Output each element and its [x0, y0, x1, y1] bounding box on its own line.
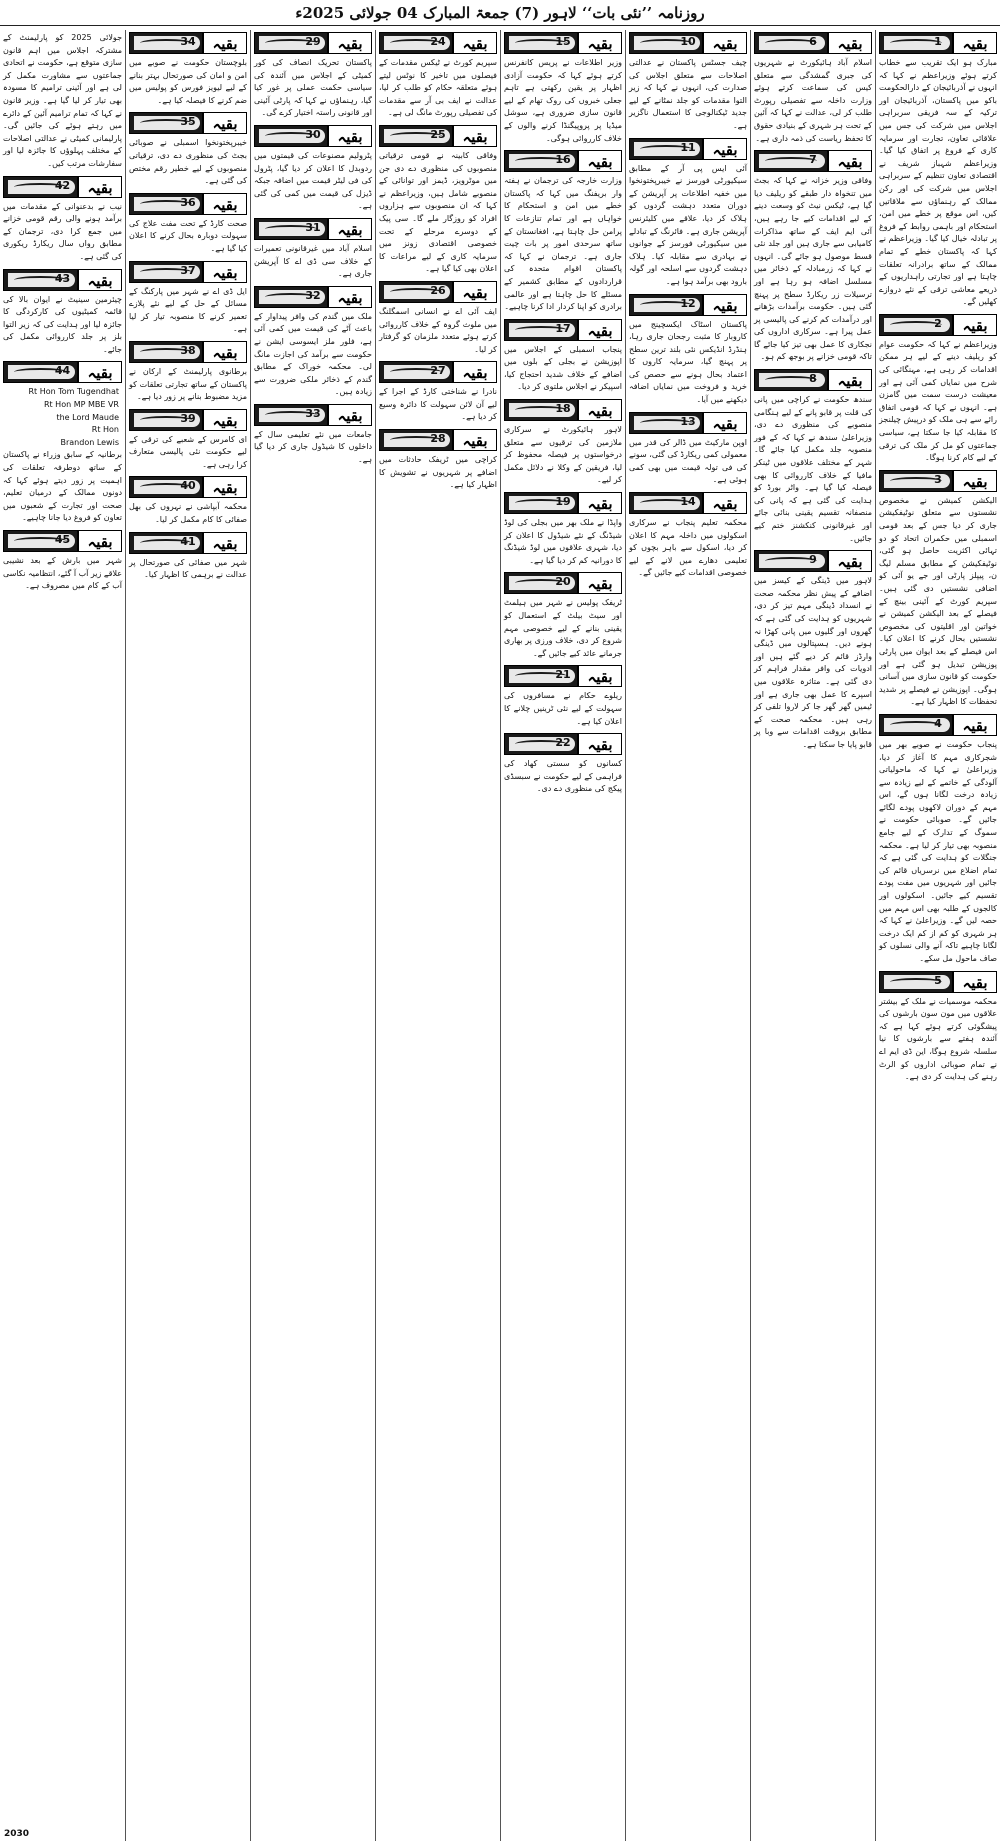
continuation-label: بقیہ — [77, 270, 121, 291]
article-continuation — [254, 218, 372, 281]
article-continuation — [254, 404, 372, 467]
continuation-label: بقیہ — [577, 400, 621, 421]
continuation-marker — [3, 361, 122, 383]
article-text: بلوچستان حکومت نے صوبے میں امن و امان کی صورتحال بہتر بنانے کے لیے لیویز فورس کو پولیس میں ضم کرنے کا فیصلہ کیا ہے۔ — [129, 58, 247, 105]
continuation-number: 27 — [430, 364, 446, 378]
continuation-label: بقیہ — [327, 126, 371, 147]
english-name-line: Brandon Lewis — [60, 437, 119, 447]
article-text: پاکستان اسٹاک ایکسچینج میں کاروبار کا مثبت رجحان جاری رہا، ہنڈرڈ انڈیکس نئی بلند ترین سطح پر پہنچ گیا، سرمایہ کاروں کا اعتماد بحال ہونے سے حصص کی خرید و فروخت میں نمایاں اضافہ دیکھنے میں آیا۔ — [629, 319, 747, 405]
continuation-label: بقیہ — [577, 666, 621, 687]
continuation-marker — [129, 532, 247, 554]
column-6 — [250, 30, 375, 1841]
continuation-label: بقیہ — [202, 477, 246, 498]
english-name-line: the Lord Maude — [56, 412, 119, 422]
continuation-label: بقیہ — [827, 151, 871, 172]
column-1 — [875, 30, 1000, 1841]
article-continuation — [129, 112, 247, 187]
continuation-label: بقیہ — [202, 194, 246, 215]
article-text: اوپن مارکیٹ میں ڈالر کی قدر میں معمولی کمی ریکارڈ کی گئی، سونے کی فی تولہ قیمت میں بھی کمی ہوئی ہے۔ — [629, 437, 747, 485]
article-text: لاہور میں ڈینگی کے کیسز میں اضافے کے پیش نظر محکمہ صحت نے انسداد ڈینگی مہم تیز کر دی، شہریوں کو ہدایت کی گئی ہے کہ گھروں اور گلیوں میں پانی کھڑا نہ ہونے دیں۔ ہسپتالوں میں ڈینگی وارڈز قائم کر دیے گئے ہیں اور ادویات کی وافر مقدار فراہم کر دی گئی ہے۔ متاثرہ علاقوں میں اسپرے کا عمل بھی جاری ہے اور ٹیمیں گھر گھر جا کر لاروا تلفی کر رہی ہیں۔ محکمہ صحت کے مطابق بروقت اقدامات سے وبا پر قابو پایا جا سکتا ہے۔ — [754, 576, 872, 749]
article-text: وزارت خارجہ کی ترجمان نے ہفتہ وار بریفنگ میں کہا کہ پاکستان خطے میں امن و استحکام کا خواہاں ہے اور تمام تنازعات کا پرامن حل چاہتا ہے، افغانستان کے ساتھ سرحدی امور پر بات چیت جاری ہے۔ ترجمان نے کہا کہ پاکستان اقوام متحدہ کی قراردادوں کے مطابق کشمیر کے مسئلے کا حل چاہتا ہے اور عالمی برادری کو اپنا کردار ادا کرنا چاہیے۔ — [504, 176, 622, 312]
article-text: ریلوے حکام نے مسافروں کی سہولت کے لیے نئی ٹرینیں چلانے کا اعلان کیا ہے۔ — [504, 691, 622, 726]
english-name-line: Rt Hon Tom Tugendhat — [28, 387, 119, 397]
article-continuation — [504, 150, 622, 314]
column-8 — [0, 30, 125, 1841]
article-continuation — [504, 665, 622, 728]
continuation-label: بقیہ — [452, 33, 496, 54]
article-continuation — [879, 32, 997, 309]
article-continuation — [504, 572, 622, 660]
continuation-marker — [254, 32, 372, 54]
continuation-label: بقیہ — [952, 715, 996, 736]
continuation-number: 37 — [180, 263, 196, 277]
article-text: پنجاب حکومت نے صوبے بھر میں شجرکاری مہم کا آغاز کر دیا، وزیراعلیٰ نے کہا کہ ماحولیاتی آلودگی کے خاتمے کے لیے زیادہ سے زیادہ درخت لگانا ہوں گے، اس مہم کے دوران لاکھوں پودے لگائے جائیں گے۔ صوبائی حکومت نے سموگ کے تدارک کے لیے جامع منصوبہ بھی تیار کر لیا ہے۔ محکمہ جنگلات کو ہدایت کی گئی ہے کہ تمام اضلاع میں نرسریاں قائم کی جائیں اور شہریوں میں مفت پودے تقسیم کیے جائیں۔ اسکولوں اور کالجوں کے طلبہ بھی اس مہم میں حصہ لیں گے۔ وزیراعلیٰ نے کہا کہ ہر شہری کو کم از کم ایک درخت لگانا چاہیے تاکہ آنے والی نسلوں کو صاف ماحول مل سکے۔ — [879, 739, 997, 963]
continuation-marker — [629, 138, 747, 160]
english-name-line: Rt Hon — [91, 425, 119, 435]
continuation-marker — [754, 32, 872, 54]
continuation-label: بقیہ — [202, 410, 246, 431]
continuation-marker — [254, 286, 372, 308]
continuation-number: 19 — [555, 495, 571, 509]
article-text: ٹریفک پولیس نے شہر میں ہیلمٹ اور سیٹ بیلٹ کے استعمال کو یقینی بنانے کے لیے خصوصی مہم شروع کر دی، خلاف ورزی پر بھاری جرمانے عائد کیے جائیں گے۔ — [504, 598, 622, 658]
continuation-number: 32 — [305, 288, 321, 302]
continuation-number: 15 — [555, 35, 571, 48]
continuation-number: 24 — [430, 35, 446, 48]
continuation-number: 41 — [180, 534, 196, 548]
article-continuation — [754, 32, 872, 145]
continuation-marker — [254, 218, 372, 240]
article-continuation — [129, 341, 247, 404]
article-text: ایل ڈی اے نے شہر میں پارکنگ کے مسائل کے حل کے لیے نئے پلازے تعمیر کرنے کا منصوبہ تیار کر لیا ہے۔ — [129, 286, 247, 334]
continuation-label: بقیہ — [452, 362, 496, 383]
continuation-label: بقیہ — [577, 573, 621, 594]
article-text: ملک میں گندم کی وافر پیداوار کے باعث آٹے کی قیمت میں کمی آئی ہے، فلور ملز ایسوسی ایشن نے حکومت سے برآمد کی اجازت مانگ لی۔ محکمہ خوراک کے مطابق گندم کے ذخائر ملکی ضرورت سے زیادہ ہیں۔ — [254, 311, 372, 397]
continuation-marker — [504, 32, 622, 54]
article-text: برطانوی پارلیمنٹ کے ارکان نے پاکستان کے ساتھ تجارتی تعلقات کو مزید مضبوط بنانے پر زور دیا ہے۔ — [129, 366, 247, 402]
continuation-number: 36 — [180, 195, 196, 209]
article-text: شہر میں صفائی کی صورتحال پر عدالت نے برہمی کا اظہار کیا۔ — [129, 557, 247, 580]
continuation-number: 39 — [180, 411, 196, 425]
continuation-number: 25 — [430, 127, 446, 141]
continuation-marker — [379, 32, 497, 54]
article-text: محکمہ تعلیم پنجاب نے سرکاری اسکولوں میں داخلہ مہم کا اعلان کر دیا، اسکول سے باہر بچوں کو تعلیمی دھارے میں لانے کے لیے خصوصی اقدامات کیے جائیں گے۔ — [629, 518, 747, 578]
continuation-number: 12 — [680, 296, 696, 310]
continuation-marker — [3, 176, 122, 198]
continuation-number: 18 — [555, 402, 571, 416]
continuation-label: بقیہ — [577, 734, 621, 755]
article-continuation — [379, 32, 497, 120]
continuation-number: 5 — [934, 973, 942, 987]
continuation-label: بقیہ — [827, 33, 871, 54]
article-continuation — [879, 714, 997, 966]
article-continuation — [879, 470, 997, 709]
article-continuation — [3, 361, 122, 525]
continuation-number: 6 — [809, 35, 817, 48]
continuation-number: 35 — [180, 115, 196, 129]
article-text: خیبرپختونخوا اسمبلی نے صوبائی بجٹ کی منظوری دے دی، ترقیاتی منصوبوں کے لیے خطیر رقم مختص کی گئی ہے۔ — [129, 138, 247, 186]
continuation-label: بقیہ — [77, 362, 121, 383]
continuation-number: 2 — [934, 316, 942, 330]
masthead-dateline: روزنامہ ’’نئی بات‘‘ لاہور (7) جمعۃ المبارک 04 جولائی 2025ء — [295, 4, 705, 22]
article-text: شہر میں بارش کے بعد نشیبی علاقے زیر آب آ گئے، انتظامیہ نکاسی آب کے کام میں مصروف ہے۔ — [3, 556, 122, 591]
continuation-label: بقیہ — [827, 551, 871, 572]
continuation-marker — [629, 294, 747, 316]
article-text: صحت کارڈ کے تحت مفت علاج کی سہولت دوبارہ بحال کرنے کا اعلان کیا گیا ہے۔ — [129, 218, 247, 253]
continuation-number: 38 — [180, 343, 196, 357]
continuation-marker — [379, 281, 497, 303]
continuation-number: 16 — [555, 153, 571, 167]
masthead — [0, 0, 1000, 26]
continuation-number: 30 — [305, 127, 321, 141]
article-text: واپڈا نے ملک بھر میں بجلی کی لوڈ شیڈنگ کے نئے شیڈول کا اعلان کر دیا، شہری علاقوں میں لوڈ شیڈنگ کا دورانیہ کم کر دیا گیا ہے۔ — [504, 518, 622, 565]
article-text: الیکشن کمیشن نے مخصوص نشستوں سے متعلق نوٹیفکیشن جاری کر دیا جس کے بعد قومی اسمبلی میں حکمران اتحاد کو دو تہائی اکثریت حاصل ہو گئی، نوٹیفکیشن کے مطابق مسلم لیگ ن، پیپلز پارٹی اور جے یو آئی کو اضافی نشستیں دی گئی ہیں۔ سپریم کورٹ کے آئینی بینچ کے فیصلے کے بعد الیکشن کمیشن نے خواتین اور اقلیتوں کی مخصوص نشستیں بحال کرنے کا اعلان کیا۔ اس فیصلے کے بعد ایوان میں پارٹی پوزیشن تبدیل ہو گئی ہے اور حکومت کو قانون سازی میں آسانی ہوگی۔ اپوزیشن نے فیصلے پر شدید تحفظات کا اظہار کیا ہے۔ — [879, 495, 997, 707]
column-7 — [125, 30, 250, 1841]
continuation-marker — [254, 404, 372, 426]
continuation-number: 20 — [555, 575, 571, 589]
continuation-label: بقیہ — [202, 533, 246, 554]
continuation-marker — [754, 150, 872, 172]
continuation-marker — [129, 193, 247, 215]
continuation-number: 33 — [305, 406, 321, 420]
article-continuation — [879, 314, 997, 465]
continuation-label: بقیہ — [702, 413, 746, 434]
continuation-number: 10 — [680, 35, 696, 48]
continuation-label: بقیہ — [702, 295, 746, 316]
continuation-marker — [379, 361, 497, 383]
article-text: چیئرمین سینیٹ نے ایوان بالا کی قائمہ کمیٹیوں کی کارکردگی کا جائزہ لیا اور ہدایت کی کہ زیر التوا بلز پر جلد کارروائی مکمل کی جائے۔ — [3, 294, 122, 354]
continuation-marker — [3, 269, 122, 291]
continuation-marker — [129, 32, 247, 54]
continuation-marker — [3, 530, 122, 552]
article-continuation — [129, 32, 247, 107]
article-continuation — [879, 971, 997, 1084]
english-name-line: Rt Hon MP MBE VR — [43, 400, 119, 410]
continuation-marker — [504, 492, 622, 514]
continuation-label: بقیہ — [952, 33, 996, 54]
continuation-label: بقیہ — [202, 342, 246, 363]
continuation-number: 17 — [555, 321, 571, 335]
article-continuation — [129, 409, 247, 472]
continuation-marker — [129, 341, 247, 363]
article-text: وفاقی کابینہ نے قومی ترقیاتی منصوبوں کی منظوری دے دی جن میں موٹرویز، ڈیمز اور توانائی کے منصوبے شامل ہیں، وزیراعظم نے کہا کہ ان منصوبوں سے ہزاروں افراد کو روزگار ملے گا۔ سی پیک کے دوسرے مرحلے کے تحت خصوصی اقتصادی زونز میں سرمایہ کاری کے لیے مراعات کا اعلان بھی کیا گیا ہے۔ — [379, 150, 497, 274]
continuation-label: بقیہ — [827, 370, 871, 391]
article-continuation — [3, 530, 122, 593]
continuation-marker — [504, 733, 622, 755]
article-text: سندھ حکومت نے کراچی میں پانی کی قلت پر قابو پانے کے لیے ہنگامی منصوبے کی منظوری دے دی، وزیراعلیٰ سندھ نے کہا کہ کے فور منصوبہ جلد مکمل کیا جائے گا۔ شہر کے مختلف علاقوں میں ٹینکر مافیا کے خلاف کارروائی کا بھی فیصلہ کیا گیا ہے۔ واٹر بورڈ کو ہدایت کی گئی ہے کہ پانی کی منصفانہ تقسیم یقینی بنائی جائے اور غیرقانونی کنکشنز ختم کیے جائیں۔ — [754, 395, 872, 543]
continuation-label: بقیہ — [577, 33, 621, 54]
continuation-number: 40 — [180, 479, 196, 493]
article-text: وزیراعظم نے کہا کہ حکومت عوام کو ریلیف دینے کے لیے ہر ممکن اقدامات کر رہی ہے، مہنگائی کی شرح میں نمایاں کمی آئی ہے اور معیشت درست سمت میں گامزن ہے۔ انہوں نے کہا کہ قومی اتفاق رائے سے ہی ملک کو درپیش چیلنجز کا مقابلہ کیا جا سکتا ہے، سیاسی جماعتوں کو مل کر ملک کی ترقی کے لیے کام کرنا ہوگا۔ — [879, 339, 997, 463]
article-text: برطانیہ کے سابق وزراء نے پاکستان کے ساتھ دوطرفہ تعلقات کی اہمیت پر زور دیتے ہوئے کہا کہ دونوں ممالک کے درمیان تعلیم، صحت اور تجارت کے شعبوں میں تعاون کو فروغ دیا جانا چاہیے۔ — [3, 450, 122, 523]
article-continuation — [254, 32, 372, 120]
continuation-marker — [504, 665, 622, 687]
continuation-marker — [879, 470, 997, 492]
continuation-marker — [629, 492, 747, 514]
article-text: پاکستان تحریک انصاف کی کور کمیٹی کے اجلاس میں آئندہ کی سیاسی حکمت عملی پر غور کیا گیا، رہنماؤں نے کہا کہ پارٹی آئینی اور قانونی راستہ اختیار کرے گی۔ — [254, 58, 372, 118]
article-text: اسلام آباد میں غیرقانونی تعمیرات کے خلاف سی ڈی اے کا آپریشن جاری ہے۔ — [254, 243, 372, 279]
continuation-marker — [754, 550, 872, 572]
article-text: نیب نے بدعنوانی کے مقدمات میں برآمد ہونے والی رقم قومی خزانے میں جمع کرا دی، ترجمان کے مطابق رواں سال ریکارڈ ریکوری کی گئی ہے۔ — [3, 201, 122, 261]
article-text: پنجاب اسمبلی کے اجلاس میں اپوزیشن نے بجلی کے بلوں میں اضافے کے خلاف شدید احتجاج کیا، اسپیکر نے اجلاس ملتوی کر دیا۔ — [504, 344, 622, 392]
article-continuation — [3, 269, 122, 357]
article-continuation — [629, 32, 747, 133]
column-2 — [750, 30, 875, 1841]
continuation-label: بقیہ — [327, 405, 371, 426]
article-text: اسلام آباد ہائیکورٹ نے شہریوں کی جبری گمشدگی سے متعلق کیس کی سماعت کرتے ہوئے وزارت داخلہ سے تفصیلی رپورٹ طلب کر لی، عدالت نے کہا کہ آئین کے تحت ہر شہری کے بنیادی حقوق کا تحفظ ریاست کی ذمہ داری ہے۔ — [754, 58, 872, 143]
continuation-number: 44 — [54, 364, 71, 378]
column-4 — [500, 30, 625, 1841]
continuation-label: بقیہ — [452, 126, 496, 147]
article-continuation — [754, 369, 872, 545]
continuation-marker — [879, 971, 997, 993]
article-text: لاہور ہائیکورٹ نے سرکاری ملازمین کی ترقیوں سے متعلق درخواستوں پر فیصلہ محفوظ کر لیا، فریقین کے وکلا نے دلائل مکمل کر لیے۔ — [504, 425, 622, 485]
continuation-label: بقیہ — [327, 33, 371, 54]
article-text: ای کامرس کے شعبے کی ترقی کے لیے حکومت نئی پالیسی متعارف کرا رہی ہے۔ — [129, 434, 247, 469]
continuation-number: 29 — [305, 35, 321, 48]
continuation-marker — [254, 125, 372, 147]
article-text: پٹرولیم مصنوعات کی قیمتوں میں ردوبدل کا اعلان کر دیا گیا، پٹرول کی فی لیٹر قیمت میں اضافہ جبکہ ڈیزل کی قیمت میں کمی کی گئی ہے۔ — [254, 150, 372, 211]
continuation-marker — [879, 32, 997, 54]
continuation-marker — [754, 369, 872, 391]
article-continuation — [629, 138, 747, 289]
continuation-label: بقیہ — [452, 282, 496, 303]
continuation-label: بقیہ — [577, 493, 621, 514]
continuation-label: بقیہ — [202, 33, 246, 54]
continuation-number: 3 — [934, 472, 942, 486]
article-continuation — [379, 281, 497, 356]
article-continuation — [254, 125, 372, 213]
article-text: مبارک ہو ایک تقریب سے خطاب کرتے ہوئے وزیراعظم نے کہا کہ انہوں نے آذربائیجان کے دارالحکومت باکو میں پاکستان، آذربائیجان اور ترکیہ کے سہ فریقی سربراہی اجلاس میں شرکت کی جس میں علاقائی تعاون، تجارت اور سرمایہ کاری کے فروغ پر اتفاق کیا گیا۔ وزیراعظم شہباز شریف نے اقتصادی تعاون تنظیم کے سربراہی اجلاس میں شرکت کی اور رکن ممالک کے رہنماؤں سے ملاقاتیں کیں، اس موقع پر خطے میں امن، استحکام اور باہمی روابط کے فروغ پر تبادلہ خیال کیا گیا۔ وزیراعظم نے کہا کہ پاکستان خطے کے تمام ممالک کے ساتھ برادرانہ تعلقات چاہتا ہے اور تجارتی راہداریوں کے ذریعے معاشی ترقی کے نئے دروازے کھلیں گے۔ — [879, 58, 997, 307]
continuation-number: 26 — [430, 283, 446, 297]
continuation-marker — [129, 409, 247, 431]
continuation-number: 7 — [809, 153, 817, 167]
continuation-marker — [504, 319, 622, 341]
article-text: جولائی 2025 کو پارلیمنٹ کے مشترکہ اجلاس میں اہم قانون سازی متوقع ہے، حکومت نے اتحادی جماعتوں سے مشاورت مکمل کر لی ہے اور آئینی ترامیم کا مسودہ بھی تیار کر لیا گیا ہے۔ وزیر قانون نے کہا کہ تمام ترامیم آئین کے دائرے میں رہتے ہوئے کی جائیں گی۔ پارلیمانی کمیٹی نے عدالتی اصلاحات کے مختلف پہلوؤں کا جائزہ لیا اور سفارشات مرتب کیں۔ — [3, 33, 123, 168]
article-text: چیف جسٹس پاکستان نے عدالتی اصلاحات سے متعلق اجلاس کی صدارت کی، انہوں نے کہا کہ زیر التوا مقدمات کو جلد نمٹانے کے لیے جدید ٹیکنالوجی کا استعمال ناگزیر ہے۔ — [629, 58, 747, 130]
continuation-marker — [379, 125, 497, 147]
continuation-number: 11 — [680, 140, 696, 154]
article-text: آئی ایس پی آر کے مطابق سیکیورٹی فورسز نے خیبرپختونخوا میں خفیہ اطلاعات پر آپریشن کے دوران متعدد دہشت گردوں کو ہلاک کر دیا، علاقے میں کلیئرنس آپریشن جاری ہے۔ فائرنگ کے تبادلے میں سیکیورٹی فورسز کے جوانوں نے بہادری سے مقابلہ کیا۔ ہلاک دہشت گردوں سے اسلحہ اور گولہ بارود بھی برآمد ہوا ہے۔ — [629, 163, 747, 286]
continuation-label: بقیہ — [452, 430, 496, 451]
continuation-label: بقیہ — [327, 219, 371, 240]
article-continuation — [379, 125, 497, 276]
column-5 — [375, 30, 500, 1841]
footer-number: 2030 — [4, 1829, 30, 1839]
continuation-label: بقیہ — [702, 493, 746, 514]
article-text: کسانوں کو سستی کھاد کی فراہمی کے لیے حکومت نے سبسڈی پیکج کی منظوری دے دی۔ — [504, 759, 622, 794]
article-text: محکمہ موسمیات نے ملک کے بیشتر علاقوں میں مون سون بارشوں کی پیشگوئی کرتے ہوئے کہا ہے کہ آئندہ ہفتے سے بارشوں کا نیا سلسلہ شروع ہوگا، این ڈی ایم اے نے تمام صوبائی اداروں کو الرٹ رہنے کی ہدایت کر دی ہے۔ — [879, 996, 997, 1082]
column-3 — [625, 30, 750, 1841]
continuation-number: 31 — [305, 220, 321, 234]
article-continuation — [629, 412, 747, 487]
article-continuation — [754, 550, 872, 751]
article-continuation — [129, 193, 247, 256]
article-text: وزیر اطلاعات نے پریس کانفرنس کرتے ہوئے کہا کہ حکومت آزادی اظہار پر یقین رکھتی ہے تاہم جعلی خبروں کی روک تھام کے لیے قانون سازی ضروری ہے، سوشل میڈیا پر پروپیگنڈا کرنے والوں کے خلاف کارروائی ہوگی۔ — [504, 58, 622, 143]
continuation-marker — [129, 476, 247, 498]
article-text: نادرا نے شناختی کارڈ کے اجرا کے لیے آن لائن سہولت کا دائرہ وسیع کر دیا ہے۔ — [379, 387, 497, 422]
article-continuation — [504, 319, 622, 394]
continuation-label: بقیہ — [202, 113, 246, 134]
continuation-label: بقیہ — [702, 139, 746, 160]
continuation-label: بقیہ — [577, 320, 621, 341]
continuation-label: بقیہ — [202, 262, 246, 283]
continuation-number: 43 — [54, 271, 71, 285]
continuation-number: 28 — [430, 432, 446, 446]
continuation-marker — [504, 150, 622, 172]
continuation-marker — [379, 429, 497, 451]
article-continuation — [3, 32, 122, 171]
continuation-marker — [129, 112, 247, 134]
continuation-number: 22 — [555, 736, 571, 750]
article-continuation — [504, 733, 622, 796]
continuation-label: بقیہ — [77, 177, 121, 198]
article-continuation — [129, 476, 247, 526]
continuation-number: 45 — [54, 533, 71, 546]
continuation-label: بقیہ — [952, 471, 996, 492]
article-text: ایف آئی اے نے انسانی اسمگلنگ میں ملوث گروہ کے خلاف کارروائی کرتے ہوئے متعدد ملزمان کو گرفتار کر لیا۔ — [379, 306, 497, 354]
continuation-number: 1 — [934, 35, 942, 48]
continuation-number: 9 — [809, 553, 817, 567]
article-continuation — [504, 32, 622, 145]
article-continuation — [379, 429, 497, 492]
continuation-label: بقیہ — [327, 287, 371, 308]
continuation-number: 42 — [54, 178, 71, 192]
continuation-number: 14 — [680, 495, 696, 509]
continuation-number: 13 — [680, 414, 696, 428]
article-continuation — [504, 492, 622, 567]
continuation-marker — [504, 572, 622, 594]
continuation-number: 34 — [180, 35, 196, 48]
article-text: سپریم کورٹ نے ٹیکس مقدمات کے فیصلوں میں تاخیر کا نوٹس لیتے ہوئے متعلقہ حکام کو طلب کر لیا، عدالت نے ایف بی آر سے مقدمات کی تفصیلی رپورٹ مانگ لی ہے۔ — [379, 58, 497, 118]
article-text: جامعات میں نئے تعلیمی سال کے داخلوں کا شیڈول جاری کر دیا گیا ہے۔ — [254, 429, 372, 465]
continuation-label: بقیہ — [952, 315, 996, 336]
continuation-marker — [629, 412, 747, 434]
article-continuation — [629, 294, 747, 407]
article-continuation — [504, 399, 622, 487]
article-continuation — [3, 176, 122, 264]
continuation-marker — [504, 399, 622, 421]
article-continuation — [129, 532, 247, 582]
continuation-marker — [879, 714, 997, 736]
english-names — [3, 386, 122, 449]
article-text: کراچی میں ٹریفک حادثات میں اضافے پر شہریوں نے تشویش کا اظہار کیا ہے۔ — [379, 455, 497, 490]
article-text: وفاقی وزیر خزانہ نے کہا کہ بجٹ میں تنخواہ دار طبقے کو ریلیف دیا گیا ہے، ٹیکس نیٹ کو وسعت دینے کے لیے اقدامات کیے جا رہے ہیں، آئی ایم ایف کے ساتھ مذاکرات کامیابی سے جاری ہیں اور جلد نئی قسط موصول ہو جائے گی۔ انہوں نے کہا کہ زرمبادلہ کے ذخائر میں مسلسل اضافہ ہو رہا ہے اور ترسیلات زر ریکارڈ سطح پر پہنچ گئی ہیں۔ حکومت برآمدات بڑھانے اور درآمدات کم کرنے کی پالیسی پر عمل پیرا ہے۔ سرکاری اداروں کی نجکاری کا عمل بھی تیز کیا جائے گا تاکہ قومی خزانے پر بوجھ کم ہو۔ — [754, 176, 872, 362]
continuation-label: بقیہ — [77, 531, 121, 552]
article-text: محکمہ آبپاشی نے نہروں کی بھل صفائی کا کام مکمل کر لیا۔ — [129, 502, 247, 525]
continuation-number: 21 — [555, 668, 571, 682]
continuation-marker — [879, 314, 997, 336]
article-continuation — [254, 286, 372, 399]
article-continuation — [629, 492, 747, 580]
continuation-number: 8 — [809, 372, 817, 386]
continuation-label: بقیہ — [702, 33, 746, 54]
continuation-marker — [629, 32, 747, 54]
continuation-marker — [129, 261, 247, 283]
continuation-label: بقیہ — [577, 151, 621, 172]
article-continuation — [129, 261, 247, 336]
article-continuation — [379, 361, 497, 424]
article-continuation — [754, 150, 872, 364]
continuation-number: 4 — [934, 716, 942, 730]
continuation-label: بقیہ — [952, 972, 996, 993]
